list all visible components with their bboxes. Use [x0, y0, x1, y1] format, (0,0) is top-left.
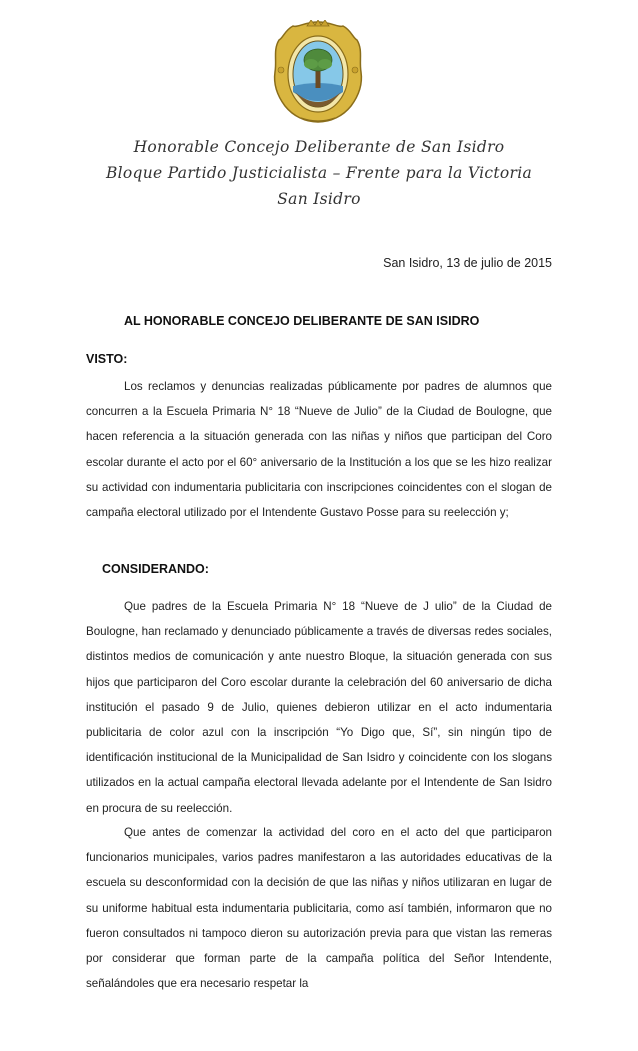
visto-heading: VISTO: — [86, 352, 128, 366]
considerando-paragraph-1: Que padres de la Escuela Primaria N° 18 “Nueve de J ulio” de la Ciudad de Boulogne, han reclamado y denunciado públicamente a través de diversas redes sociales, distintos medios de comunicación y ante nuestro Bloque, la situación generada con sus hijos que participaron del Coro escolar durante la celebración del 60 aniversario de dicha institución el pasado 9 de Julio, quienes debieron utilizar en el acto indumentaria publicitaria de color azul con la inscripción “Yo Digo que, Sí”, sin ningún tipo de identificación institucional de la Municipalidad de San Isidro y coincidente con los slogans utilizados en la actual campaña electoral llevada adelante por el Intendente de San Isidro en procura de su reelección. — [86, 600, 552, 815]
document-date: San Isidro, 13 de julio de 2015 — [383, 256, 552, 270]
letterhead-line-2: Bloque Partido Justicialista – Frente para la Victoria — [105, 164, 533, 182]
letterhead-line-1: Honorable Concejo Deliberante de San Isidro — [133, 138, 505, 156]
visto-paragraph: Los reclamos y denuncias realizadas públicamente por padres de alumnos que concurren a la Escuela Primaria N° 18 “Nueve de Julio” de la Ciudad de Boulogne, que hacen referencia a la situación generada con las niñas y niños que participan del Coro escolar durante el acto por el 60° aniversario de la Institución a los que se les hizo realizar su actividad con indumentaria publicitaria con inscripciones coincidentes con el slogan de campaña electoral utilizado por el Intendente Gustavo Posse para su reelección y; — [86, 380, 552, 520]
letterhead-line-3: San Isidro — [277, 190, 361, 208]
considerando-heading: CONSIDERANDO: — [102, 562, 209, 576]
considerando-paragraph-2: Que antes de comenzar la actividad del coro en el acto del que participaron funcionarios municipales, varios padres manifestaron a las autoridades educativas de la escuela su desconformidad con la decisión de que las niñas y niños utilizaran en lugar de su uniforme habitual esta indumentaria publicitaria, como así también, informaron que no fueron consultados ni tampoco dieron su autorización previa para que vistan las remeras por considerar que forman parte de la campaña política del Señor Intendente, señalándoles que era necesario respetar la — [86, 826, 552, 991]
addressee: AL HONORABLE CONCEJO DELIBERANTE DE SAN ISIDRO — [124, 314, 480, 328]
coat-of-arms-icon — [271, 20, 365, 124]
